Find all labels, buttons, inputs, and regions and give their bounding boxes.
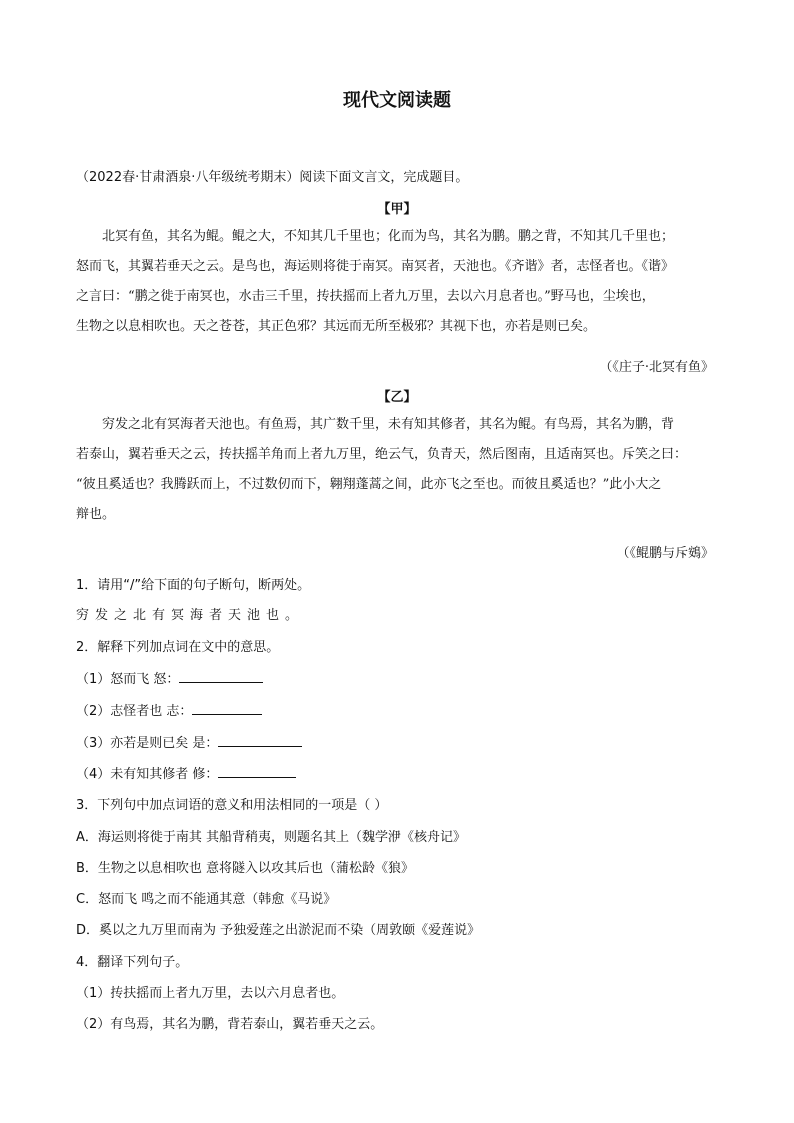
q2-item-label: （3）亦若是则已矣 是： [76, 736, 219, 751]
answer-blank[interactable] [179, 670, 263, 683]
q2-item-label: （4）未有知其修者 修： [76, 767, 219, 782]
question-intro: （2022春·甘肃酒泉·八年级统考期末）阅读下面文言文，完成题目。 [76, 170, 469, 185]
passage-b-line: “彼且奚适也？我腾跃而上，不过数仞而下，翱翔蓬蒿之间，此亦飞之至也。而彼且奚适也？”此小大之 [76, 477, 662, 492]
passage-a-text [76, 222, 721, 342]
q4-item: （2）有鸟焉，其名为鹏，背若泰山，翼若垂天之云。 [76, 1017, 384, 1032]
q2-item [76, 763, 296, 782]
q2-item [76, 732, 302, 751]
passage-b-heading: 【乙】 [377, 390, 417, 405]
q2-item [76, 700, 262, 719]
q4-item: （1）抟扶摇而上者九万里，去以六月息者也。 [76, 986, 345, 1001]
passage-a-line: 之言曰：“鹏之徙于南冥也，水击三千里，抟扶摇而上者九万里，去以六月息者也。”野马也，尘埃也， [76, 289, 655, 304]
passage-a-line: 北冥有鱼，其名为鲲。鲲之大，不知其几千里也；化而为鸟，其名为鹏。鹏之背，不知其几千里也； [102, 229, 675, 244]
passage-a-heading: 【甲】 [377, 202, 417, 217]
q2-item [76, 668, 263, 687]
passage-a-source: （《庄子·北冥有鱼》 [599, 360, 714, 375]
q2-item-label: （2）志怪者也 志： [76, 704, 193, 719]
q3-option-a[interactable]: A．海运则将徙于南其 其船背稍夷，则题名其上（魏学洢《核舟记》 [76, 830, 467, 845]
passage-b-line: 若泰山，翼若垂天之云，抟扶摇羊角而上者九万里，绝云气，负青天，然后图南，且适南冥也。斥笑之曰： [76, 447, 688, 462]
passage-a-line: 怒而飞，其翼若垂天之云。是鸟也，海运则将徙于南冥。南冥者，天池也。《齐谐》者，志怪者也。《谐》 [76, 259, 675, 274]
q4-prompt: 4．翻译下列句子。 [76, 955, 189, 970]
q2-item-label: （1）怒而飞 怒： [76, 672, 180, 687]
answer-blank[interactable] [218, 765, 296, 778]
q3-option-b[interactable]: B．生物之以息相吹也 意将隧入以攻其后也（蒲松龄《狼》 [76, 861, 415, 876]
passage-b-text [76, 410, 721, 530]
passage-b-line: 辩也。 [76, 507, 116, 522]
passage-a-line: 生物之以息相吹也。天之苍苍，其正色邪？其远而无所至极邪？其视下也，亦若是则已矣。 [76, 319, 597, 334]
page-title: 现代文阅读题 [343, 90, 451, 111]
answer-blank[interactable] [192, 702, 262, 715]
passage-b-line: 穷发之北有冥海者天池也。有鱼焉，其广数千里，未有知其修者，其名为鲲。有鸟焉，其名为鹏，背 [102, 417, 675, 432]
q3-prompt: 3．下列句中加点词语的意义和用法相同的一项是（ ） [76, 798, 388, 813]
q1-sentence: 穷发之北有冥海者天池也。 [76, 608, 305, 623]
q2-prompt: 2．解释下列加点词在文中的意思。 [76, 640, 280, 655]
q1-prompt: 1．请用“/”给下面的句子断句，断两处。 [76, 578, 311, 593]
passage-b-source: （《鲲鹏与斥鴳》 [616, 546, 714, 561]
q3-option-d[interactable]: D．奚以之九万里而南为 予独爱莲之出淤泥而不染（周敦颐《爱莲说》 [76, 923, 481, 938]
q3-option-c[interactable]: C．怒而飞 鸣之而不能通其意（韩愈《马说》 [76, 892, 337, 907]
answer-blank[interactable] [218, 734, 302, 747]
